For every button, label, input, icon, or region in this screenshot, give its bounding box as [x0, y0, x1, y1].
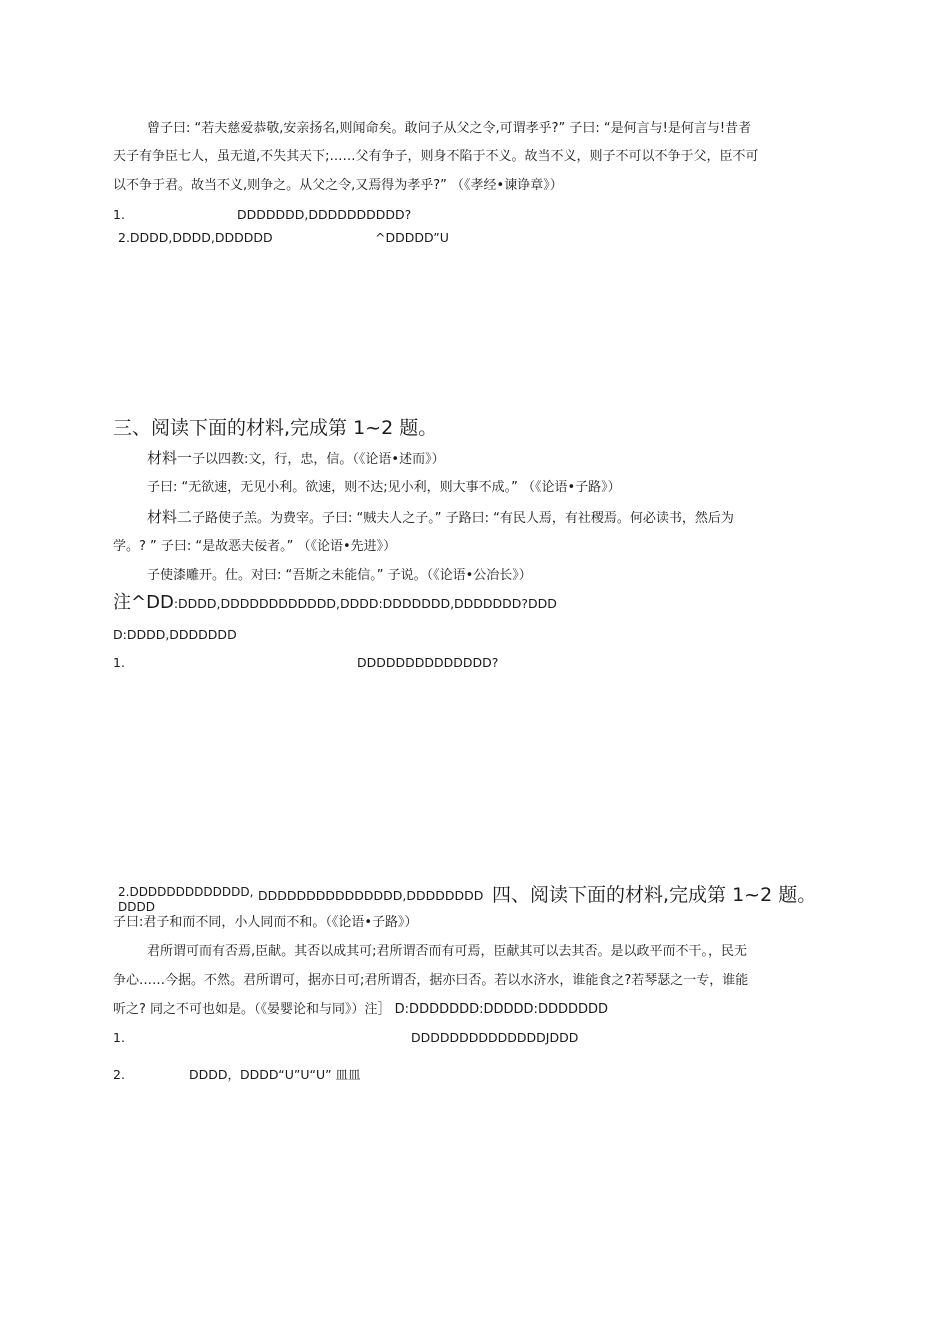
- section4-para-line1: 君所谓可而有否焉,臣献。其否以成其可;君所谓否而有可焉，臣献其可以去其否。是以政平而不干。，民无: [147, 944, 748, 959]
- section4-heading: 四、阅读下面的材料,完成第 1~2 题。: [492, 884, 817, 906]
- material1-label: 材料一: [147, 449, 193, 467]
- question2-text-right: ^DDDDD”U: [375, 230, 449, 245]
- note-line: [113, 594, 557, 614]
- passage1-line2: 天子有争臣七人，虽无道,不失其天下;……父有争子，则身不陷于不义。故当不义，则子不可以不争于父，臣不可: [113, 149, 759, 164]
- section4-para-line2: 争心……今据。不然。君所谓可，据亦日可;君所谓否，据亦曰否。若以水济水，谁能食之?若琴瑟之一专，谁能: [113, 973, 749, 988]
- material2-text: 子路使子羔。为费宰。子曰: “贼夫人之子。” 子路曰: “有民人焉，有社稷焉。何必读书，然后为: [192, 511, 734, 526]
- section3-heading: 三、阅读下面的材料,完成第 1~2 题。: [113, 417, 438, 439]
- section4-question2-number: 2.: [113, 1067, 125, 1082]
- section4-question2-text: DDDD，DDDD“U”U“U” 皿皿: [189, 1067, 361, 1082]
- material2-label: 材料二: [147, 508, 193, 526]
- section3-question2-bottom: DDDD: [118, 900, 155, 914]
- question2-text: 2.DDDD,DDDD,DDDDDD: [118, 230, 273, 245]
- passage1-line3: 以不争于君。故当不义,则争之。从父之令,又焉得为孝乎?” （《孝经•谏诤章》）: [113, 178, 563, 193]
- section3-question2-continued: DDDDDDDDDDDDDDD,DDDDDDDD: [258, 888, 484, 903]
- passage1-line1: 曾子曰: “若夫慈爱恭敬,安亲扬名,则闻命矣。敢问子从父之令,可谓孝乎?” 子曰: “是何言与!是何言与!昔者: [147, 121, 752, 136]
- note-label: 注^DD: [113, 592, 174, 613]
- note-text: :DDDD,DDDDDDDDDDDD,DDDD:DDDDDDD,DDDDDDD?DDD: [173, 596, 557, 611]
- material2-line3: 子使漆雕开。仕。对曰: “吾斯之未能信。” 子说。（《论语•公冶长》）: [147, 568, 532, 583]
- section4-para-line3: 听之? 同之不可也如是。（《晏婴论和与同》）注］ D:DDDDDDD:DDDDD:DDDDDDD: [113, 1002, 609, 1017]
- section3-question1-text: DDDDDDDDDDDDDD?: [357, 655, 499, 670]
- note-line2: D:DDDD,DDDDDDD: [113, 627, 237, 642]
- section4-question1-number: 1.: [113, 1030, 125, 1045]
- section4-question1-text: DDDDDDDDDDDDDDJDDD: [411, 1030, 579, 1045]
- material1-text: 子以四教:文，行，忠，信。（《论语•述而》）: [192, 452, 445, 467]
- question1-number: 1.: [113, 207, 125, 222]
- section4-line1: 子曰:君子和而不同，小人同而不和。（《论语•子路》）: [113, 915, 418, 930]
- question1-text: DDDDDDD,DDDDDDDDDD?: [237, 207, 412, 222]
- section3-question2-top: 2.DDDDDDDDDDDDD,: [118, 885, 254, 899]
- material1-line: [147, 449, 445, 469]
- material1-line2: 子曰: “无欲速，无见小利。欲速，则不达;见小利，则大事不成。” （《论语•子路》）: [147, 480, 621, 495]
- section3-question1-number: 1.: [113, 655, 125, 670]
- material2-line: [147, 508, 734, 528]
- material2-line2: 学。? ” 子曰: “是故恶夫佞者。” （《论语•先进》）: [113, 539, 397, 554]
